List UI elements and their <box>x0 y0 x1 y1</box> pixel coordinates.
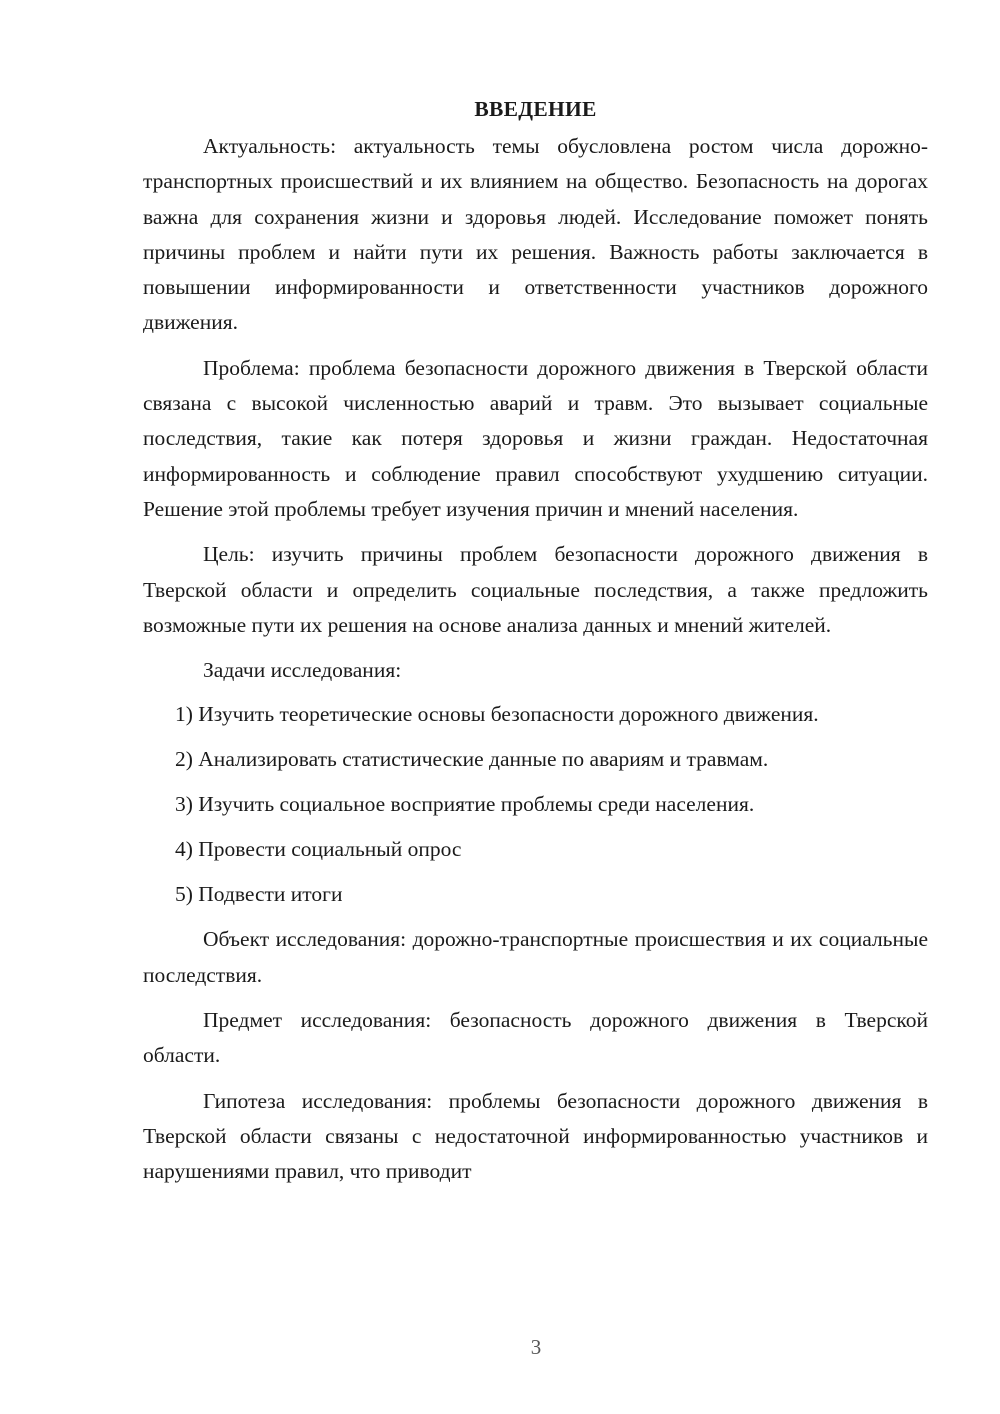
page-number: 3 <box>530 1335 542 1359</box>
document-page <box>143 92 928 1199</box>
task-item-4: 4) Провести социальный опрос <box>175 837 462 862</box>
task-item-2: 2) Анализировать статистические данные по авариям и травмам. <box>175 747 769 772</box>
task-item-3: 3) Изучить социальное восприятие проблемы среди населения. <box>175 792 755 817</box>
task-item-1: 1) Изучить теоретические основы безопасности дорожного движения. <box>175 702 819 727</box>
object-paragraph: Объект исследования: дорожно-транспортные происшествия и их социальные последствия. <box>143 927 928 987</box>
tasks-heading: Задачи исследования: <box>203 658 402 683</box>
tasks-list <box>143 697 928 912</box>
section-title: ВВЕДЕНИЕ <box>474 97 597 121</box>
hypothesis-paragraph: Гипотеза исследования: проблемы безопасности дорожного движения в Тверской области связаны с недостаточной информированностью участников и нарушениями правил, что приводит <box>143 1088 928 1184</box>
problem-paragraph: Проблема: проблема безопасности дорожного движения в Тверской области связана с высокой численностью аварий и травм. Это вызывает социальные последствия, такие как потеря здоровья и жизни граждан. Недостаточная информированность и соблюдение правил способствуют ухудшению ситуации. Решение этой проблемы требует изучения причин и мнений населения. <box>143 355 928 521</box>
subject-paragraph: Предмет исследования: безопасность дорожного движения в Тверской области. <box>143 1007 928 1068</box>
task-item-5: 5) Подвести итоги <box>175 882 343 907</box>
goal-paragraph: Цель: изучить причины проблем безопасности дорожного движения в Тверской области и определить социальные последствия, а также предложить возможные пути их решения на основе анализа данных и мнений жителей. <box>143 542 928 637</box>
relevance-paragraph: Актуальность: актуальность темы обусловлена ростом числа дорожно-транспортных происшествий и их влиянием на общество. Безопасность на дорогах важна для сохранения жизни и здоровья людей. Исследование поможет понять причины проблем и найти пути их решения. Важность работы заключается в повышении информированности и ответственности участников дорожного движения. <box>143 134 928 335</box>
